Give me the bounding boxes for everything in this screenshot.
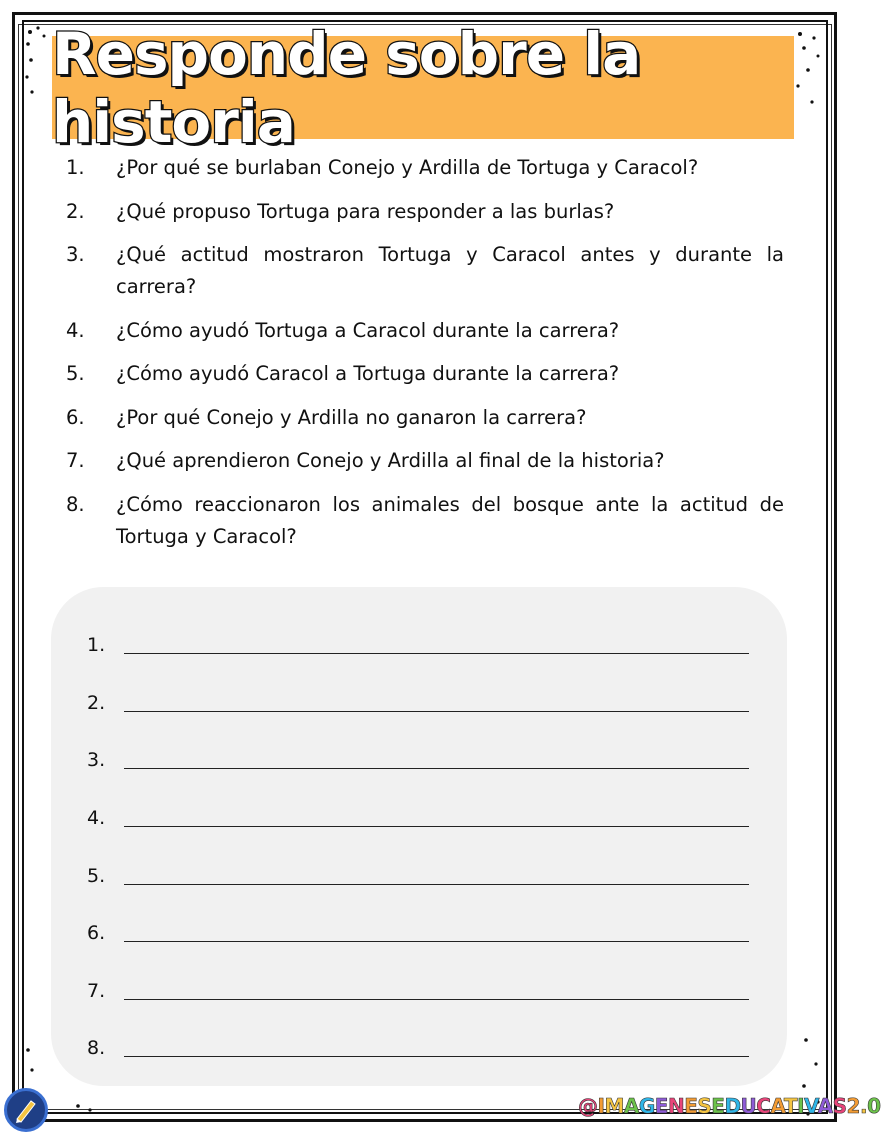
question-item bbox=[66, 239, 784, 303]
watermark-char: C bbox=[756, 1094, 771, 1118]
question-text: ¿Qué aprendieron Conejo y Ardilla al final de la historia? bbox=[116, 449, 665, 472]
answer-row bbox=[87, 858, 749, 888]
answer-number: 8. bbox=[87, 1037, 106, 1059]
watermark-char: . bbox=[859, 1094, 868, 1118]
publisher-logo bbox=[4, 1088, 48, 1132]
answer-row bbox=[87, 1030, 749, 1060]
question-text: ¿Cómo ayudó Caracol a Tortuga durante la carrera? bbox=[116, 362, 620, 385]
watermark-char: D bbox=[724, 1094, 741, 1118]
question-text: ¿Por qué se burlaban Conejo y Ardilla de Tortuga y Caracol? bbox=[116, 156, 699, 179]
answer-line[interactable] bbox=[124, 816, 749, 827]
question-item bbox=[66, 196, 784, 228]
question-number: 4. bbox=[66, 318, 85, 342]
watermark-char: M bbox=[604, 1094, 624, 1118]
watermark-char: I bbox=[797, 1094, 805, 1118]
question-text: ¿Cómo reaccionaron los animales del bosque ante la actitud de Tortuga y Caracol? bbox=[116, 492, 784, 548]
watermark-char: U bbox=[740, 1094, 757, 1118]
answer-number: 1. bbox=[87, 634, 106, 656]
question-item bbox=[66, 152, 784, 184]
watermark-char: A bbox=[817, 1094, 833, 1118]
watermark-char: A bbox=[623, 1094, 639, 1118]
answer-row bbox=[87, 627, 749, 657]
answer-line[interactable] bbox=[124, 758, 749, 769]
answer-row bbox=[87, 742, 749, 772]
answer-number: 6. bbox=[87, 922, 106, 944]
watermark-char: 2 bbox=[846, 1094, 860, 1118]
question-item bbox=[66, 358, 784, 390]
watermark-char: N bbox=[667, 1094, 685, 1118]
question-item bbox=[66, 315, 784, 347]
question-item bbox=[66, 489, 784, 553]
question-text: ¿Qué actitud mostraron Tortuga y Caracol antes y durante la carrera? bbox=[116, 243, 784, 298]
watermark-char: A bbox=[770, 1094, 784, 1118]
answer-row bbox=[87, 973, 749, 1003]
question-number: 8. bbox=[66, 492, 85, 516]
watermark-char: S bbox=[697, 1094, 712, 1118]
question-number: 1. bbox=[66, 156, 85, 179]
watermark-char: G bbox=[638, 1094, 655, 1118]
answer-number: 7. bbox=[87, 980, 106, 1002]
answer-row bbox=[87, 915, 749, 945]
answer-number: 5. bbox=[87, 865, 106, 887]
question-text: ¿Qué propuso Tortuga para responder a las burlas? bbox=[116, 199, 615, 223]
answer-row bbox=[87, 800, 749, 830]
title-banner bbox=[52, 19, 794, 156]
answer-line[interactable] bbox=[124, 643, 749, 654]
answer-line[interactable] bbox=[124, 1046, 749, 1057]
answer-number: 3. bbox=[87, 749, 106, 771]
question-list bbox=[66, 152, 784, 564]
watermark-char: T bbox=[783, 1094, 798, 1118]
question-number: 5. bbox=[66, 362, 85, 385]
page-title: Responde sobre la historia bbox=[52, 19, 641, 156]
question-number: 3. bbox=[66, 243, 85, 266]
question-number: 6. bbox=[66, 405, 85, 429]
watermark-char: E bbox=[711, 1094, 725, 1118]
answer-area bbox=[51, 587, 787, 1086]
answer-line[interactable] bbox=[124, 931, 749, 942]
watermark-char: E bbox=[684, 1094, 698, 1118]
answer-line[interactable] bbox=[124, 701, 749, 712]
question-item bbox=[66, 445, 784, 477]
answer-number: 4. bbox=[87, 807, 106, 829]
question-text: ¿Por qué Conejo y Ardilla no ganaron la carrera? bbox=[116, 405, 587, 429]
watermark-char: 0 bbox=[867, 1094, 881, 1118]
watermark-char: I bbox=[597, 1094, 605, 1118]
question-text: ¿Cómo ayudó Tortuga a Caracol durante la carrera? bbox=[116, 318, 620, 342]
question-number: 7. bbox=[66, 449, 85, 472]
decorative-dots-top-right bbox=[790, 26, 830, 116]
answer-number: 2. bbox=[87, 692, 106, 714]
watermark-char: E bbox=[654, 1094, 668, 1118]
watermark-text bbox=[578, 1094, 881, 1118]
question-item bbox=[66, 402, 784, 434]
answer-line[interactable] bbox=[124, 874, 749, 885]
answer-line[interactable] bbox=[124, 989, 749, 1000]
question-number: 2. bbox=[66, 199, 85, 223]
pencil-icon bbox=[11, 1095, 41, 1125]
watermark-char: @ bbox=[578, 1094, 598, 1118]
answer-row bbox=[87, 685, 749, 715]
watermark-char: V bbox=[804, 1094, 818, 1118]
watermark-char: S bbox=[832, 1094, 847, 1118]
